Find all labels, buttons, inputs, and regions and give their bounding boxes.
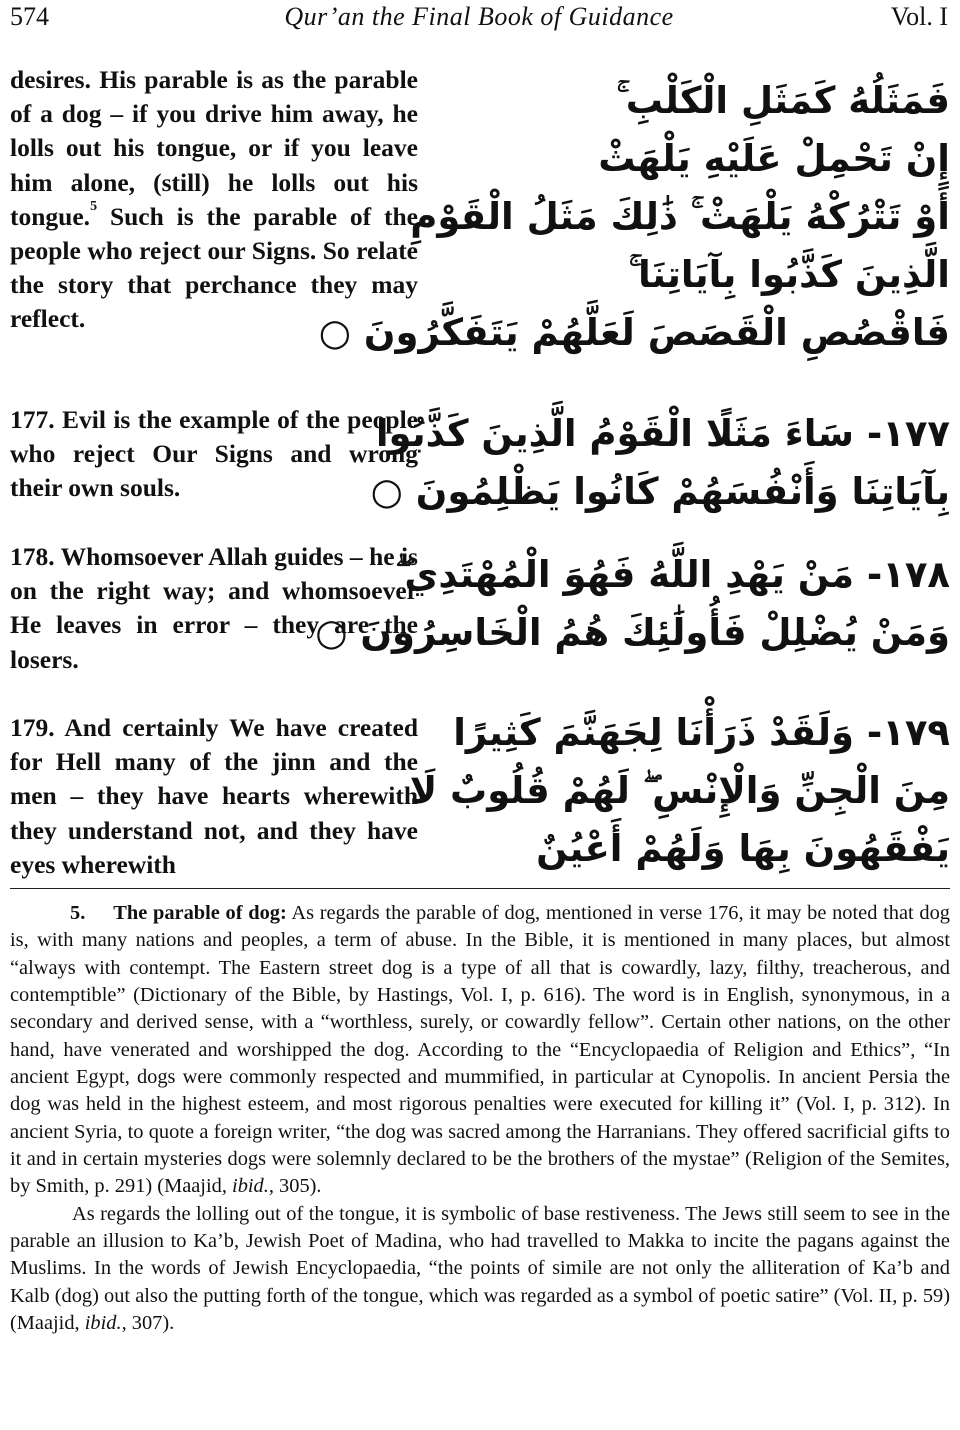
verse-179-arabic [409, 704, 950, 878]
arabic-line: مِنَ الْجِنِّ وَالْإِنْسِ ۖ لَهُمْ قُلُوبٌ لَا [409, 769, 950, 812]
page-header [10, 2, 948, 38]
footnote-text: As regards the lolling out of the tongue, it is symbolic of base restiveness. The Jews still seem to see in the parable an illusion to Ka’b, Jewish Poet of Madina, who had travelled to Makka to incite the pagans against the Muslims. In the words of Jewish Encyclopaedia, “the points of simile are not only the alliteration of Ka’b and Kalb (dog) out also the putting forth of the tongue, which was regarded as a symbol of poetic satire” (Vol. II, p. 59) (Maajid, [10, 1202, 950, 1335]
arabic-line: إِنْ تَحْمِلْ عَلَيْهِ يَلْهَثْ [598, 137, 950, 180]
footnote-text-end: 307). [126, 1312, 175, 1335]
footnote-paragraph-2 [10, 1201, 950, 1338]
arabic-line: وَمَنْ يُضْلِلْ فَأُولَٰئِكَ هُمُ الْخَاسِرُونَ ○ [315, 611, 950, 654]
arabic-line: ١٧٩- وَلَقَدْ ذَرَأْنَا لِجَهَنَّمَ كَثِيرًا [453, 711, 950, 754]
verse-177-arabic [370, 405, 950, 521]
verse-177-english [10, 403, 418, 506]
arabic-line: فَاقْصُصِ الْقَصَصَ لَعَلَّهُمْ يَتَفَكَّرُونَ ○ [318, 311, 950, 354]
verse-176-english [10, 63, 418, 337]
footnote-text-end: 305). [273, 1175, 322, 1198]
footnote-5 [10, 900, 950, 1338]
arabic-line: أَوْ تَتْرُكْهُ يَلْهَثْ ۚ ذَٰلِكَ مَثَلُ الْقَوْمِ [410, 195, 950, 238]
verse-text: 179. And certainly We have created for Hell many of the jinn and the men – they have hearts wherewith they understand not, and they have eyes wherewith [10, 713, 418, 879]
arabic-line: فَمَثَلُهُ كَمَثَلِ الْكَلْبِ ۚ [616, 79, 950, 122]
verse-text-cont: Such is the parable of the people who reject our Signs. So relate the story that perchance they may reflect. [10, 201, 418, 334]
footnote-divider [10, 888, 950, 889]
arabic-line: يَفْقَهُونَ بِهَا وَلَهُمْ أَعْيُنٌ [536, 827, 950, 870]
verse-text: 178. Whomsoever Allah guides – he is on the right way; and whomsoever He leaves in error – they are the losers. [10, 542, 418, 674]
verse-178-arabic [315, 546, 950, 662]
volume-label: Vol. I [890, 2, 948, 31]
arabic-line: الَّذِينَ كَذَّبُوا بِآيَاتِنَا ۚ [628, 253, 950, 296]
verse-179-english [10, 711, 418, 882]
arabic-line: بِآيَاتِنَا وَأَنْفُسَهُمْ كَانُوا يَظْلِمُونَ ○ [370, 470, 950, 513]
footnote-paragraph-1 [10, 900, 950, 1201]
ibid-ref: ibid., [84, 1312, 127, 1335]
ibid-ref: ibid., [232, 1175, 274, 1198]
verse-text: 177. Evil is the example of the people who reject Our Signs and wrong their own souls. [10, 405, 418, 503]
arabic-line: ١٧٨- مَنْ يَهْدِ اللَّهُ فَهُوَ الْمُهْتَدِي ۖ [395, 553, 950, 596]
footnote-ref[interactable]: 5 [90, 198, 98, 214]
verse-176-arabic [318, 72, 950, 362]
footnote-heading: The parable of dog: [113, 902, 287, 924]
arabic-line: ١٧٧- سَاءَ مَثَلًا الْقَوْمُ الَّذِينَ كَذَّبُوا [375, 412, 950, 455]
verse-text: desires. His parable is as the parable of a dog – if you drive him away, he lolls out his tongue, or if you leave him alone, (still) he lolls out his tongue. [10, 65, 418, 231]
page-number: 574 [10, 2, 49, 31]
footnote-number: 5. [70, 902, 86, 924]
book-title: Qur’an the Final Book of Guidance [284, 2, 674, 31]
footnote-text: As regards the parable of dog, mentioned in verse 176, it may be noted that dog is, with many nations and peoples, a term of abuse. In the Bible, it is mentioned in many places, but almost “always with contempt. The Eastern street dog is a type of all that is cowardly, lazy, filthy, treacherous, and contemptible” (Dictionary of the Bible, by Hastings, Vol. I, p. 616). The word is in English, synonymous, in a secondary and derived sense, with a “worthless, surely, or cowardly fellow”. Certain other nations, on the other hand, have venerated and worshipped the dog. According to the “Encyclopaedia of Religion and Ethics”, “In ancient Egypt, dogs were commonly respected and mummified, in particular at Cynopolis. In ancient Persia the dog was held in the highest esteem, and most rigorous penalties were executed for killing it” (Vol. I, p. 312). In ancient Syria, to quote a foreign writer, “the dog was sacred among the Harranians. They offered sacrificial gifts to it and in certain mysteries dogs were solemnly declared to be the brothers of the mystae” (Religion of the Semites, by Smith, p. 291) (Maajid, [10, 902, 950, 1198]
